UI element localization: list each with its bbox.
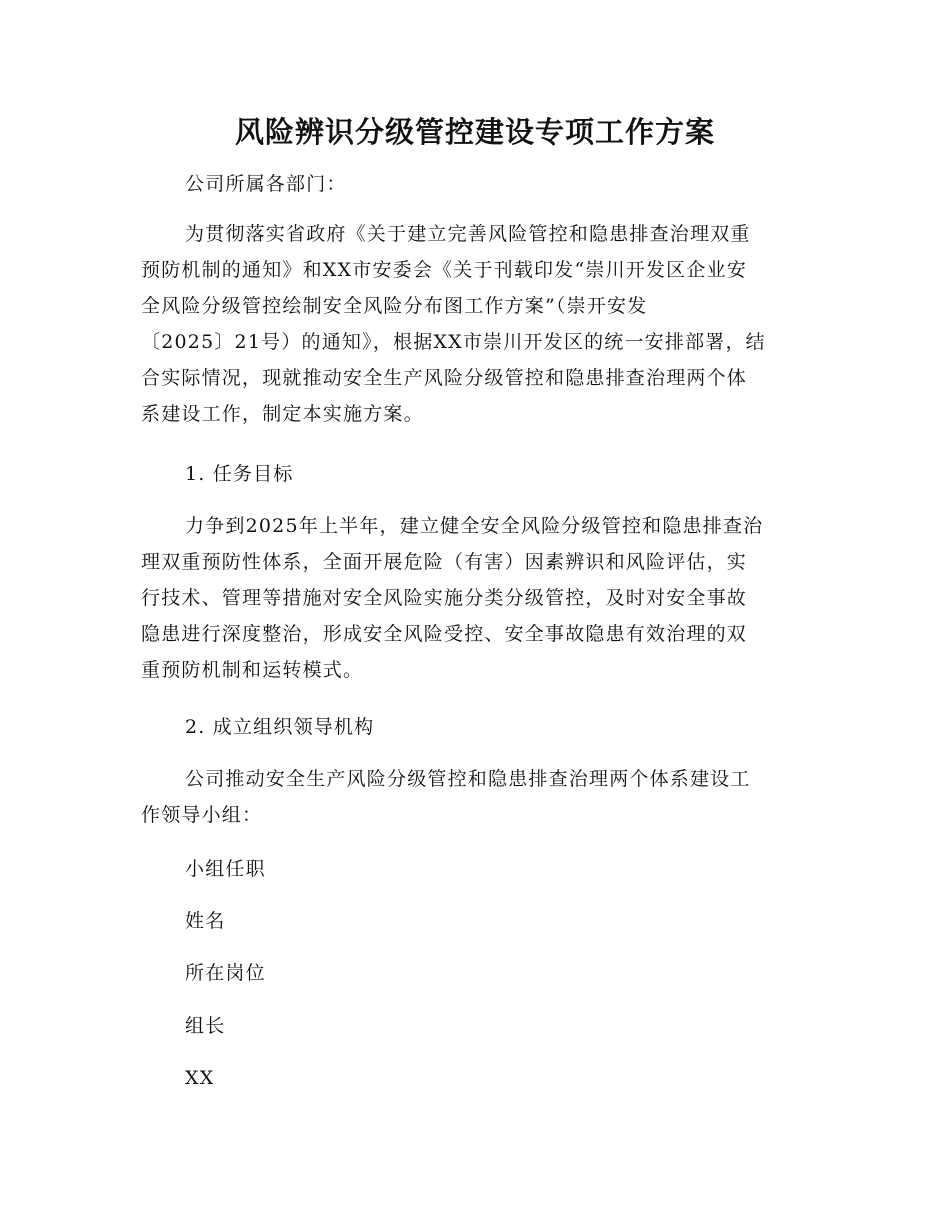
intro-line: 系建设工作，制定本实施方案。: [141, 403, 424, 425]
section1-line: 行技术、管理等措施对安全风险实施分类分级管控，及时对安全事故: [141, 587, 748, 609]
section2-line: 作领导小组：: [141, 804, 263, 826]
section-heading-2: 2. 成立组织领导机构: [185, 716, 375, 738]
intro-line: 预防机制的通知》和XX市安委会《关于刊载印发“崇川开发区企业安: [141, 259, 747, 281]
section2-paragraph: [141, 761, 806, 833]
salutation: 公司所属各部门：: [185, 173, 347, 195]
table-item-role: 小组任职: [185, 858, 266, 880]
intro-line: 〔2025〕21号）的通知》，根据XX市崇川开发区的统一安排部署，结: [141, 331, 766, 353]
section1-paragraph: [141, 508, 806, 688]
table-item-name: 姓名: [185, 910, 226, 932]
intro-paragraph: [141, 216, 806, 432]
table-item-position: 所在岗位: [185, 962, 266, 984]
section1-line: 隐患进行深度整治，形成安全风险受控、安全事故隐患有效治理的双: [141, 623, 748, 645]
intro-line: 为贯彻落实省政府《关于建立完善风险管控和隐患排查治理双重: [185, 223, 751, 245]
document-title: 风险辨识分级管控建设专项工作方案: [234, 115, 715, 149]
intro-line: 全风险分级管控绘制安全风险分布图工作方案”（崇开安发: [141, 295, 648, 317]
section1-line: 重预防机制和运转模式。: [141, 659, 364, 681]
section1-line: 力争到2025年上半年，建立健全安全风险分级管控和隐患排查治: [185, 515, 764, 537]
table-item-xx: XX: [185, 1067, 215, 1089]
section-heading-1: 1. 任务目标: [185, 463, 294, 485]
section2-line: 公司推动安全生产风险分级管控和隐患排查治理两个体系建设工: [185, 768, 751, 790]
table-item-leader: 组长: [185, 1015, 226, 1037]
intro-line: 合实际情况，现就推动安全生产风险分级管控和隐患排查治理两个体: [141, 367, 748, 389]
section1-line: 理双重预防性体系，全面开展危险（有害）因素辨识和风险评估，实: [141, 551, 748, 573]
